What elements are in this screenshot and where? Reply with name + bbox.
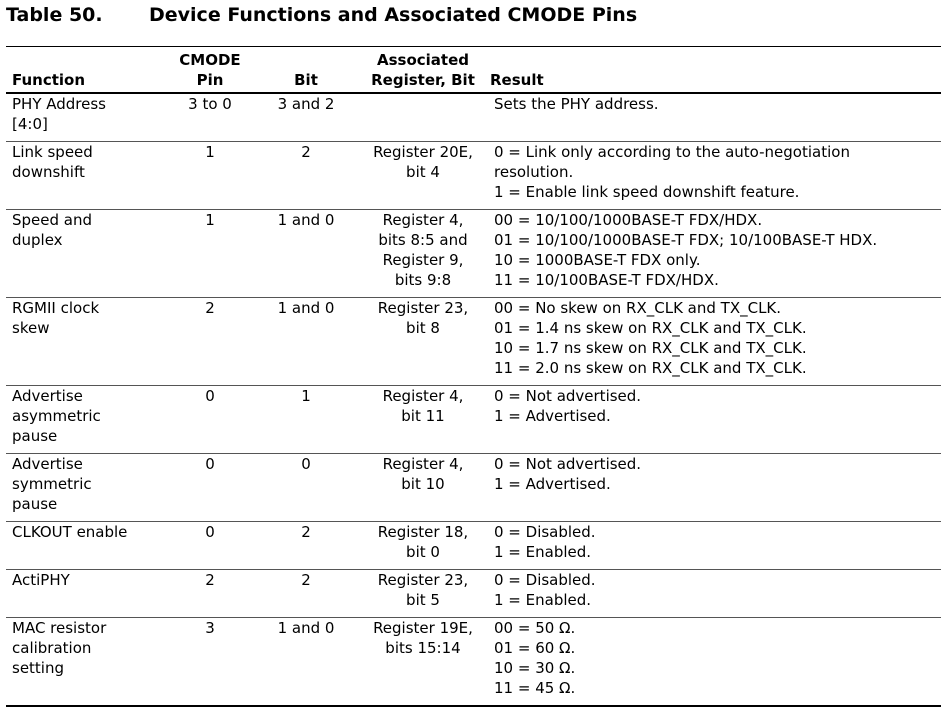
table-caption [6,4,637,26]
table-row [6,298,941,386]
result-line: 0 = Disabled. [494,571,596,589]
function-cell: RGMII clock skew [12,299,100,337]
table-row [6,522,941,570]
function-cell: MAC resistor calibration setting [12,619,107,677]
result-cell [484,210,941,298]
result-cell [484,454,941,522]
function-cell: Speed and duplex [12,211,93,249]
result-line: 1 = Advertised. [494,407,611,425]
cmode-pin-cell: 0 [205,387,215,405]
result-cell [484,386,941,454]
result-line: 0 = Disabled. [494,523,596,541]
table-row [6,93,941,142]
table-row [6,142,941,210]
table-title: Device Functions and Associated CMODE Pins [149,4,638,26]
register-cell: Register 20E, bit 4 [373,143,473,181]
result-line: Sets the PHY address. [494,95,659,113]
result-line: 1 = Enabled. [494,591,592,609]
result-cell [484,142,941,210]
function-cell: Link speed downshift [12,143,93,181]
function-cell: Advertise asymmetric pause [12,387,101,445]
cmode-pin-cell: 1 [205,211,215,229]
result-cell [484,618,941,707]
register-cell [360,93,484,142]
table-row [6,570,941,618]
result-line: 00 = No skew on RX_CLK and TX_CLK. [494,299,782,317]
bit-cell: 1 and 0 [277,299,335,317]
result-line: 10 = 30 Ω. [494,659,576,677]
cmode-pin-cell: 0 [205,455,215,473]
result-line: 10 = 1.7 ns skew on RX_CLK and TX_CLK. [494,339,807,357]
table-row [6,618,941,707]
result-line: 0 = Link only according to the auto-negotiation resolution. [494,143,850,181]
result-line: 00 = 10/100/1000BASE-T FDX/HDX. [494,211,763,229]
result-line: 0 = Not advertised. [494,455,642,473]
bit-cell: 0 [301,455,311,473]
register-cell: Register 23, bit 8 [377,299,469,337]
cmode-pin-cell: 2 [205,299,215,317]
result-line: 11 = 10/100BASE-T FDX/HDX. [494,271,719,289]
table-row [6,210,941,298]
result-line: 1 = Enabled. [494,543,592,561]
result-line: 1 = Advertised. [494,475,611,493]
function-cell: Advertise symmetric pause [12,455,92,513]
result-line: 1 = Enable link speed downshift feature. [494,183,800,201]
cmode-pin-cell: 3 to 0 [188,95,232,113]
result-line: 01 = 10/100/1000BASE-T FDX; 10/100BASE-T HDX. [494,231,878,249]
bit-cell: 2 [301,523,311,541]
cmode-pin-cell: 0 [205,523,215,541]
bit-cell: 1 and 0 [277,211,335,229]
header-cmode-pin: CMODE Pin [179,51,241,89]
register-cell: Register 19E, bits 15:14 [373,619,473,657]
result-cell [484,522,941,570]
result-line: 11 = 2.0 ns skew on RX_CLK and TX_CLK. [494,359,807,377]
result-line: 0 = Not advertised. [494,387,642,405]
cmode-pin-cell: 2 [205,571,215,589]
bit-cell: 1 and 0 [277,619,335,637]
result-line: 01 = 60 Ω. [494,639,576,657]
bit-cell: 1 [301,387,311,405]
function-cell: CLKOUT enable [12,523,128,541]
header-function: Function [12,71,86,89]
register-cell: Register 4, bit 10 [382,455,464,493]
table-row [6,386,941,454]
cmode-functions-table [6,46,941,707]
header-result: Result [490,71,544,89]
result-line: 10 = 1000BASE-T FDX only. [494,251,701,269]
header-bit: Bit [294,71,318,89]
bit-cell: 2 [301,143,311,161]
result-line: 00 = 50 Ω. [494,619,576,637]
register-cell: Register 23, bit 5 [377,571,469,609]
register-cell: Register 4, bit 11 [382,387,464,425]
function-cell: ActiPHY [12,571,70,589]
table-body [6,93,941,706]
table-number: Table 50. [6,4,103,26]
table-header-row [6,47,941,94]
bit-cell: 2 [301,571,311,589]
header-register-bit: Associated Register, Bit [371,51,475,89]
cmode-pin-cell: 3 [205,619,215,637]
result-line: 11 = 45 Ω. [494,679,576,697]
result-line: 01 = 1.4 ns skew on RX_CLK and TX_CLK. [494,319,807,337]
cmode-pin-cell: 1 [205,143,215,161]
function-cell: PHY Address [4:0] [12,95,106,133]
bit-cell: 3 and 2 [277,95,335,113]
result-cell [484,298,941,386]
register-cell: Register 18, bit 0 [377,523,469,561]
result-cell [484,570,941,618]
table-row [6,454,941,522]
result-cell [484,93,941,142]
register-cell: Register 4, bits 8:5 and Register 9, bits 9:8 [378,211,468,289]
